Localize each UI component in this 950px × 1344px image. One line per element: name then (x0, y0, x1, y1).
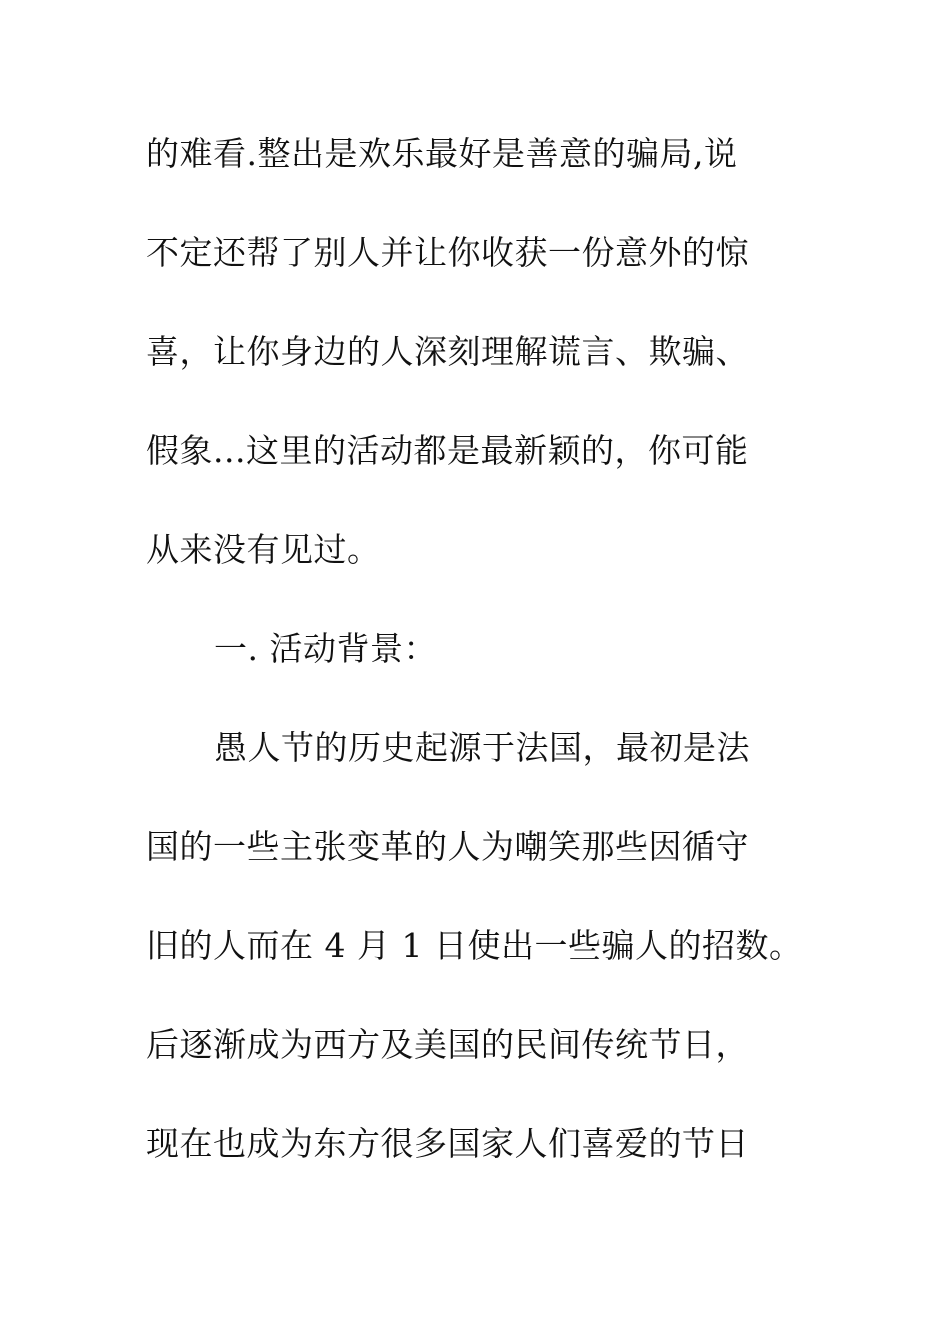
text-line: 不定还帮了别人并让你收获一份意外的惊 (146, 233, 749, 272)
text-line: 从来没有见过。 (146, 530, 381, 569)
paragraph-start: 愚人节的历史起源于法国，最初是法 (214, 728, 750, 767)
text-line: 旧的人而在 4 月 1 日使出一些骗人的招数。 (146, 926, 803, 965)
text-line: 假象...这里的活动都是最新颖的，你可能 (146, 431, 749, 470)
section-heading: 一. 活动背景： (214, 629, 437, 668)
body-text (146, 122, 816, 1211)
text-line: 的难看.整出是欢乐最好是善意的骗局,说 (146, 134, 738, 173)
text-line: 后逐渐成为西方及美国的民间传统节日， (146, 1025, 749, 1064)
text-line: 国的一些主张变革的人为嘲笑那些因循守 (146, 827, 749, 866)
text-line: 现在也成为东方很多国家人们喜爱的节日 (146, 1124, 749, 1163)
text-line: 喜，让你身边的人深刻理解谎言、欺骗、 (146, 332, 749, 371)
